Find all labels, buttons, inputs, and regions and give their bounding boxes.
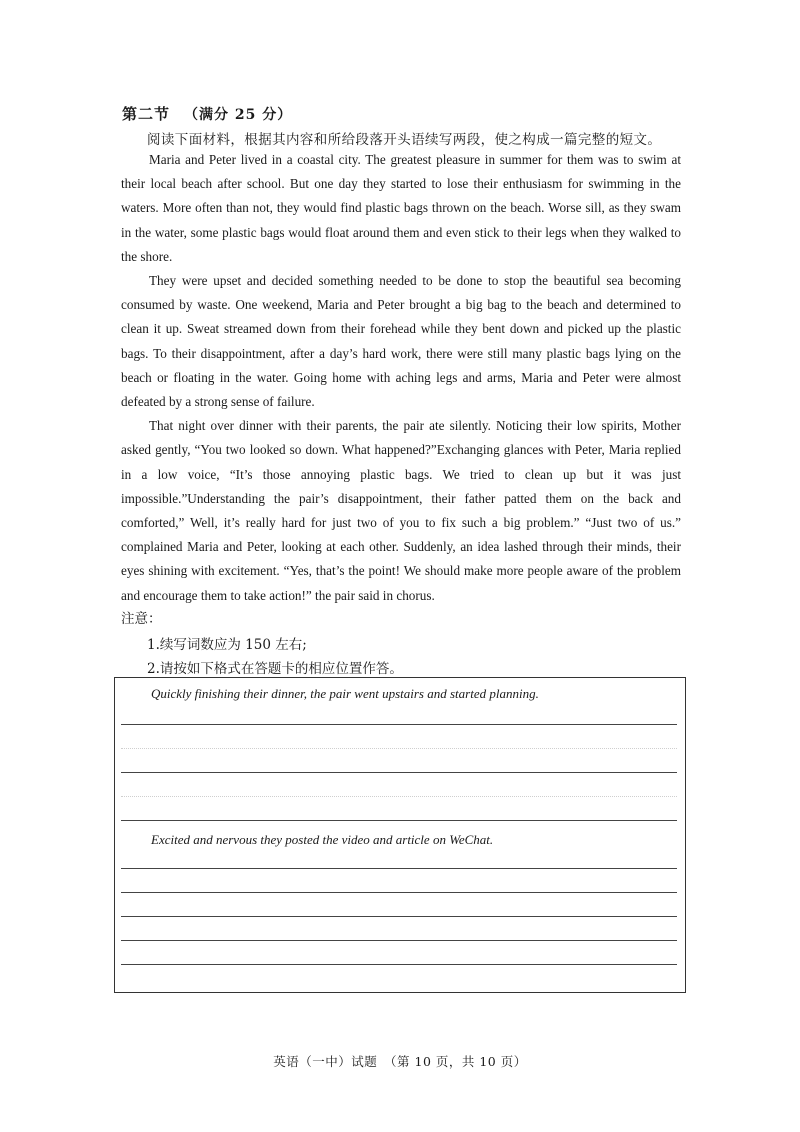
writing-line[interactable] xyxy=(121,916,677,917)
writing-line[interactable] xyxy=(121,868,677,869)
writing-guide-line xyxy=(121,796,677,797)
note-item: 2.请按如下格式在答题卡的相应位置作答。 xyxy=(147,661,403,677)
writing-line[interactable] xyxy=(121,772,677,773)
notes-label: 注意： xyxy=(121,611,162,627)
story-paragraph: That night over dinner with their parents, the pair ate silently. Noticing their low spirits, Mother asked gently, “You two looked so down. What happened?”Exchanging glances with Peter, Maria replied in a low voice, “It’s those annoying plastic bags. We tried to clean up but it was just impossible.”Understanding the pair’s disappointment, their father patted them on the back and comforted,” Well, it’s really hard for just two of you to fix such a big problem.” “Just two of us.” complained Maria and Peter, looking at each other. Suddenly, an idea lashed through their minds, their eyes shining with excitement. “Yes, that’s the point! We should make more people aware of the problem and encourage them to take action!” the pair said in chorus. xyxy=(121,418,681,603)
writing-line[interactable] xyxy=(121,892,677,893)
paragraph-2-opening: Excited and nervous they posted the video and article on WeChat. xyxy=(151,832,494,847)
section-title xyxy=(122,103,292,124)
note-item: 1.续写词数应为 150 左右; xyxy=(147,637,307,653)
writing-line[interactable] xyxy=(121,724,677,725)
section-heading: 第二节 xyxy=(122,105,171,123)
page-footer: 英语（一中）试题 （第 10 页，共 10 页） xyxy=(273,1054,527,1069)
paragraph-1-opening: Quickly finishing their dinner, the pair went upstairs and started planning. xyxy=(151,686,539,701)
writing-line[interactable] xyxy=(121,940,677,941)
answer-box xyxy=(114,677,686,993)
instructions: 阅读下面材料，根据其内容和所给段落开头语续写两段，使之构成一篇完整的短文。 xyxy=(147,132,662,148)
writing-guide-line xyxy=(121,748,677,749)
story-passage xyxy=(121,148,681,608)
story-paragraph: Maria and Peter lived in a coastal city. The greatest pleasure in summer for them was to swim at their local beach after school. But one day they started to lose their enthusiasm for swimming in the waters. More often than not, they would find plastic bags thrown on the beach. Worse sill, as they swam in the water, some plastic bags would float around them and even stick to their legs when they walked to the shore. xyxy=(121,152,681,264)
writing-line[interactable] xyxy=(121,820,677,821)
writing-line[interactable] xyxy=(121,964,677,965)
section-score: （满分 25 分） xyxy=(184,107,293,123)
story-paragraph: They were upset and decided something needed to be done to stop the beautiful sea becoming consumed by waste. One weekend, Maria and Peter brought a big bag to the beach and determined to clean it up. Sweat streamed down from their forehead while they bent down and picked up the plastic bags. To their disappointment, after a day’s hard work, there were still many plastic bags lying on the beach or floating in the water. Going home with aching legs and arms, Maria and Peter were almost defeated by a strong sense of failure. xyxy=(121,273,681,410)
